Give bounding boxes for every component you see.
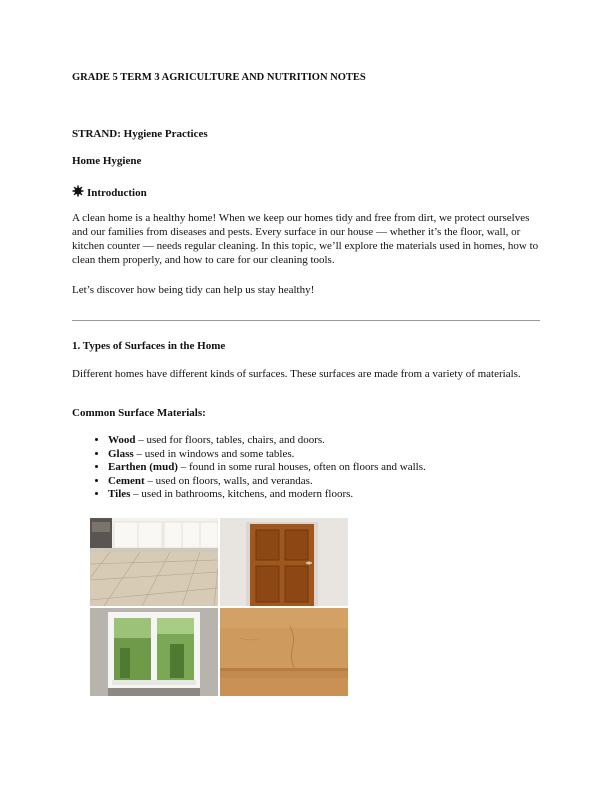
introduction-label: Introduction [87,186,147,199]
tiled-kitchen-floor-photo [90,518,218,606]
document-title: GRADE 5 TERM 3 AGRICULTURE AND NUTRITION NOTES [72,72,366,83]
horizontal-divider [72,320,540,321]
wooden-door-photo [220,518,348,606]
introduction-paragraph: A clean home is a healthy home! When we keep our homes tidy and free from dirt, we protect ourselves and our families from diseases and pests. Every surface in our house — whether it’s the floor, wall, or kitchen counter — needs regular cleaning. In this topic, we’ll explore the materials used in homes, how to clean them properly, and how to care for our cleaning tools. [72,212,539,266]
section-paragraph: Different homes have different kinds of surfaces. These surfaces are made from a variety of materials. [72,368,521,380]
materials-list [90,434,538,502]
list-item: • Wood – used for floors, tables, chairs, and doors. [108,434,538,448]
introduction-closing: Let’s discover how being tidy can help us stay healthy! [72,284,315,296]
earthen-wall-photo [220,608,348,696]
list-item: • Tiles – used in bathrooms, kitchens, and modern floors. [108,488,538,502]
section-heading: 1. Types of Surfaces in the Home [72,340,226,352]
list-item: • Earthen (mud) – found in some rural houses, often on floors and walls. [108,461,538,475]
gear-icon [72,185,84,200]
list-item: • Cement – used on floors, walls, and verandas. [108,475,538,489]
materials-heading: Common Surface Materials: [72,407,206,419]
introduction-heading [72,185,147,200]
list-item: • Glass – used in windows and some tables. [108,448,538,462]
strand-heading: STRAND: Hygiene Practices [72,128,208,140]
subtopic-heading: Home Hygiene [72,155,142,167]
glass-window-photo [90,608,218,696]
